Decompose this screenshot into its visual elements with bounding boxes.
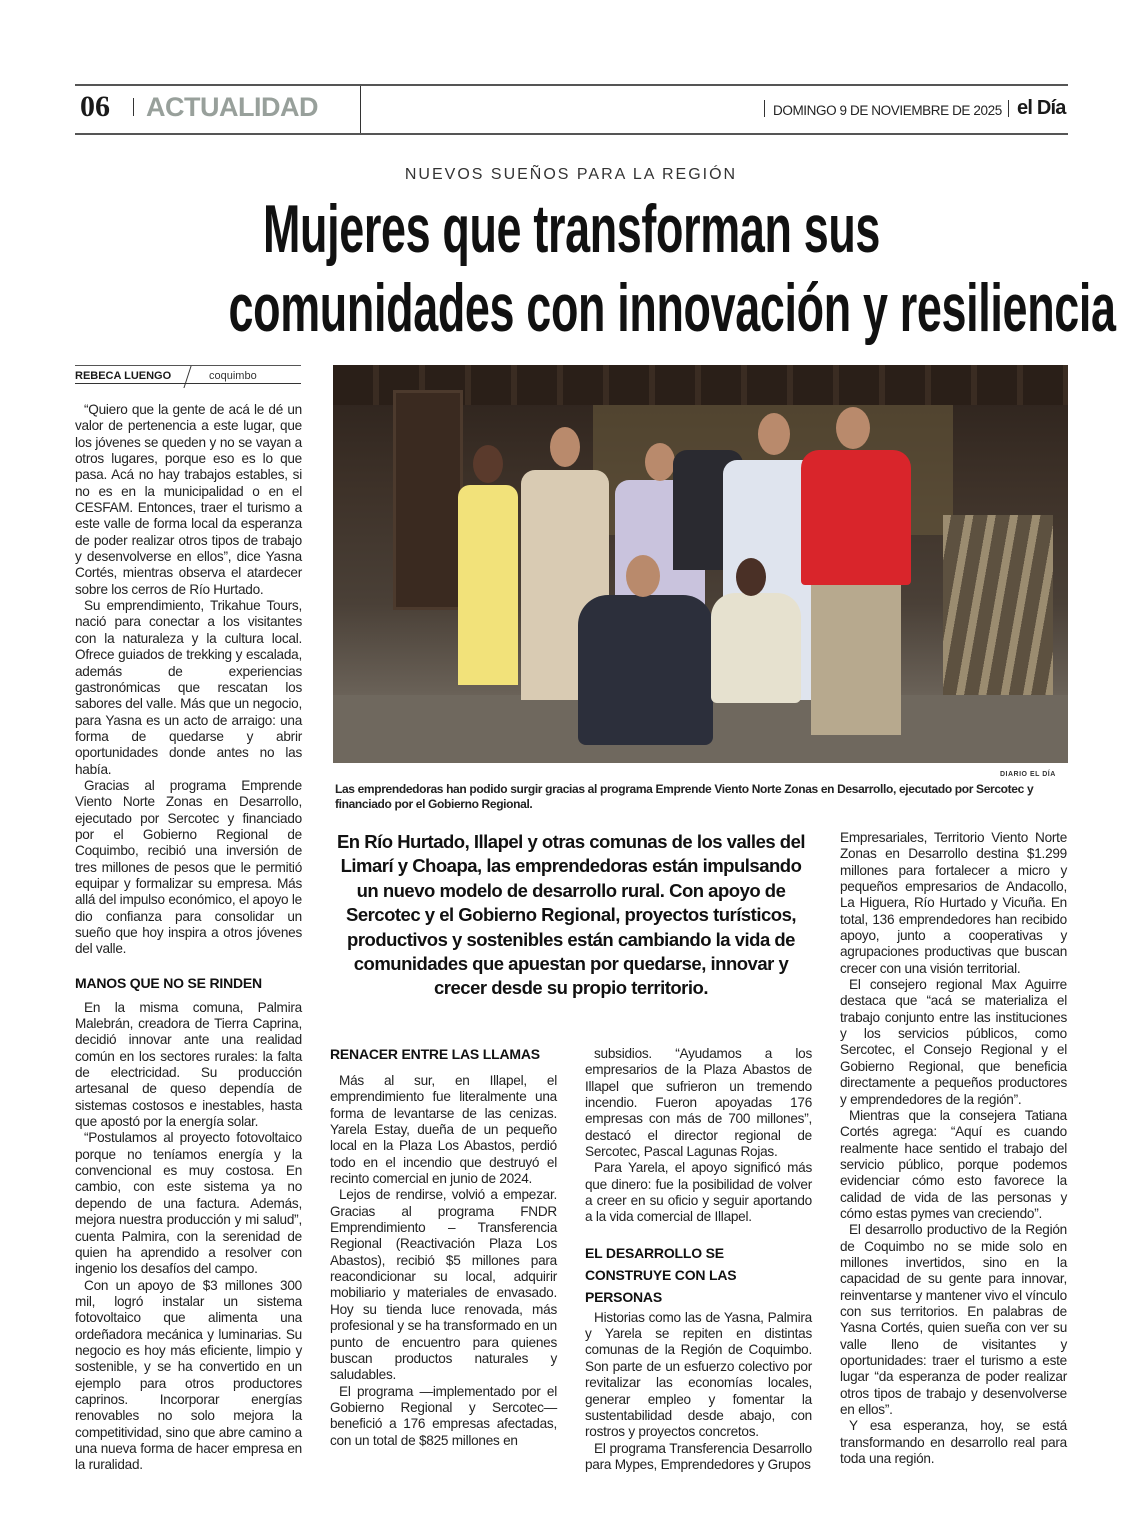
divider bbox=[764, 100, 765, 117]
paragraph: Más al sur, en Illapel, el emprendimiento fue literalmente una forma de levantarse de las cenizas. Yarela Estay, dueña de un pequeño local en la Plaza Los Abastos, perdió todo en el incendio que destruyó el recinto comercial en junio de 2024. bbox=[330, 1073, 557, 1187]
header-top-rule bbox=[75, 84, 1068, 86]
column-3 bbox=[585, 1046, 812, 1473]
byline bbox=[75, 365, 301, 384]
header-bottom-rule bbox=[75, 133, 1068, 135]
person-head bbox=[758, 413, 790, 455]
paragraph: El programa Transferencia Desarrollo para Mypes, Emprendedores y Grupos bbox=[585, 1440, 812, 1472]
person-head bbox=[736, 558, 766, 596]
paragraph: Y esa esperanza, hoy, se está transformando en desarrollo real para toda una región. bbox=[840, 1418, 1067, 1467]
paragraph: El desarrollo productivo de la Región de Coquimbo no se mide solo en millones invertidos, sino en la capacidad de su gente para innovar, reinventarse y mantener vivo el vínculo con sus territorios. En palabras de Yasna Cortés, quien sueña con ver su valle lleno de visitantes y oportunidades: traer el turismo a este lugar “da esperanza de poder realizar otros tipos de trabajo y desenvolverse en ellos”. bbox=[840, 1222, 1067, 1418]
section-label: ACTUALIDAD bbox=[146, 92, 318, 122]
paragraph: Para Yarela, el apoyo significó más que dinero: fue la posibilidad de volver a creer en su oficio y seguir aportando a la vida comercial de Illapel. bbox=[585, 1160, 812, 1225]
column-1 bbox=[75, 402, 302, 1474]
divider bbox=[1008, 100, 1009, 117]
paragraph: Su emprendimiento, Trikahue Tours, nació para conectar a los visitantes con la naturaleza y la cultura local. Ofrece guiados de trekking y escalada, además de experiencias gastronómicas que rescatan los sabores del valle. Más que un negocio, para Yasna es un acto de arraigo: una forma de quedarse y abrir oportunidades donde antes no las había. bbox=[75, 598, 302, 777]
photo-caption: Las emprendedoras han podido surgir gracias al programa Emprende Viento Norte Zonas en Desarrollo, ejecutado por Sercotec y financiado por el Gobierno Regional. bbox=[335, 782, 1034, 811]
column-4 bbox=[840, 830, 1067, 1467]
headline-line-1 bbox=[0, 193, 1142, 265]
person-head bbox=[473, 445, 503, 483]
barn-door bbox=[393, 390, 463, 610]
column-2 bbox=[330, 1043, 557, 1449]
person-head bbox=[836, 407, 870, 449]
headline-line-2 bbox=[0, 272, 1142, 344]
headline-text: comunidades con innovación y resiliencia bbox=[228, 270, 1116, 346]
page-number: 06 bbox=[80, 90, 110, 123]
person-head bbox=[550, 427, 580, 467]
article-deck: En Río Hurtado, Illapel y otras comunas de los valles del Limarí y Choapa, las emprendedoras están impulsando un nuevo modelo de desarrollo rural. Con apoyo de Sercotec y el Gobierno Regional, proyectos turísticos, productivos y sostenibles están cambiando la vida de comunidades que apuestan por quedarse, innovar y crecer desde su propio territorio. bbox=[336, 831, 806, 999]
person-head bbox=[626, 555, 660, 597]
paragraph: El consejero regional Max Aguirre destaca que “acá se materializa el trabajo conjunto entre las instituciones y los servicios públicos, como Sercotec, el Consejo Regional y el Gobierno Regional, que beneficia directamente a pequeños productores y emprendedores de la región”. bbox=[840, 977, 1067, 1107]
dateline-location: coquimbo bbox=[209, 370, 257, 382]
newspaper-logo: el Día bbox=[1017, 97, 1066, 119]
article-photo bbox=[333, 365, 1068, 763]
paragraph: En la misma comuna, Palmira Malebrán, creadora de Tierra Caprina, decidió innovar ante una realidad común en los sectores rurales: la falta de electricidad. Su producción artesanal de queso dependía de sistemas costosos e inestables, hasta que apostó por la energía solar. bbox=[75, 999, 302, 1130]
author-name: REBECA LUENGO bbox=[75, 370, 172, 382]
article-kicker: NUEVOS SUEÑOS PARA LA REGIÓN bbox=[404, 166, 738, 183]
paragraph: Gracias al programa Emprende Viento Norte Zonas en Desarrollo, ejecutado por Sercotec y financiado por el Gobierno Regional de Coquimbo, recibió una inversión de tres millones de pesos que le permitió equipar y formalizar su empresa. Más allá del impulso económico, el apoyo le dio confianza para consolidar un sueño que hoy inspira a otros jóvenes del valle. bbox=[75, 777, 302, 957]
paragraph: Historias como las de Yasna, Palmira y Yarela se repiten en distintas comunas de la Región de Coquimbo. Son parte de un esfuerzo colectivo por revitalizar las economías locales, generar empleo y fomentar la sustentabilidad desde abajo, con rostros y proyectos concretos. bbox=[585, 1309, 812, 1440]
headline-text: Mujeres que transforman sus bbox=[262, 191, 880, 267]
divider bbox=[133, 98, 134, 116]
paragraph: “Quiero que la gente de acá le dé un valor de pertenencia a este lugar, que los jóvenes se queden y no se vayan a otros lugares, porque eso es lo que pasa. Acá no hay trabajos estables, si no es en la municipalidad o en el CESFAM. Entonces, traer el turismo a este valle de forma local da esperanza de poder realizar otros tipos de trabajo y desenvolverse en ellos”, dice Yasna Cortés, mientras observa el atardecer sobre los cerros de Río Hurtado. bbox=[75, 402, 302, 597]
wooden-pallets bbox=[943, 515, 1053, 715]
photo-credit: DIARIO EL DÍA bbox=[1000, 771, 1056, 778]
paragraph: El programa —implementado por el Gobierno Regional y Sercotec— benefició a 176 empresas afectadas, con un total de $825 millones en bbox=[330, 1383, 557, 1448]
subheading: EL DESARROLLO SE CONSTRUYE CON LAS PERSONAS bbox=[585, 1244, 737, 1305]
byline-slash bbox=[183, 366, 191, 388]
issue-date: DOMINGO 9 DE NOVIEMBRE DE 2025 bbox=[773, 103, 1002, 118]
paragraph: “Postulamos al proyecto fotovoltaico porque no teníamos energía y la convencional es muy costosa. En cambio, con este sistema ya no dependo de una factura. Además, mejora nuestra producción y mi salud”, cuenta Palmira, con la serenidad de quien ha aprendido a resolver con ingenio los desafíos del campo. bbox=[75, 1130, 302, 1277]
person-red-jacket bbox=[801, 450, 911, 585]
person-khaki-pants bbox=[811, 585, 901, 735]
paragraph: Mientras que la consejera Tatiana Cortés agrega: “Aquí es cuando realmente hace sentido el trabajo del servicio público, porque podemos evidenciar cómo esto favorece la calidad de vida de las personas y cómo estas pymes van creciendo”. bbox=[840, 1107, 1067, 1221]
person-crouching-man bbox=[578, 595, 713, 745]
person-crouching-woman bbox=[711, 593, 801, 703]
subheading: MANOS QUE NO SE RINDEN bbox=[75, 974, 262, 991]
paragraph: Lejos de rendirse, volvió a empezar. Gracias al programa FNDR Emprendimiento – Transferencia Regional (Reactivación Plaza Los Abastos), recibió $5 millones para reacondicionar su local, adquirir mobiliario y materiales de envasado. Hoy su tienda luce renovada, más profesional y se ha transformado en un punto de encuentro para quienes buscan productos naturales y saludables. bbox=[330, 1187, 557, 1383]
paragraph: Empresariales, Territorio Viento Norte Zonas en Desarrollo destina $1.299 millones para fortalecer a micro y pequeños empresarios de Andacollo, La Higuera, Río Hurtado y Vicuña. En total, 136 emprendedores han recibido apoyo, junto a cooperativas y agrupaciones productivas que buscan crecer con una visión territorial. bbox=[840, 830, 1067, 976]
divider bbox=[360, 86, 361, 133]
paragraph: Con un apoyo de $3 millones 300 mil, logró instalar un sistema fotovoltaico que alimenta una ordeñadora mecánica y luminarias. Su negocio es hoy más eficiente, limpio y sostenible, y se ha convertido en un ejemplo para otros productores caprinos. Incorporar energías renovables no solo mejora la competitividad, sino que abre camino a una nueva forma de hacer empresa en la ruralidad. bbox=[75, 1277, 302, 1473]
subheading: RENACER ENTRE LAS LLAMAS bbox=[330, 1046, 540, 1062]
person-yellow-blouse bbox=[458, 485, 518, 685]
paragraph: subsidios. “Ayudamos a los empresarios de la Plaza Abastos de Illapel que sufrieron un tremendo incendio. Fueron apoyadas 176 empresas con más de 700 millones”, destacó el director regional de Sercotec, Pascal Lagunas Rojas. bbox=[585, 1046, 812, 1160]
person-head bbox=[645, 443, 675, 481]
